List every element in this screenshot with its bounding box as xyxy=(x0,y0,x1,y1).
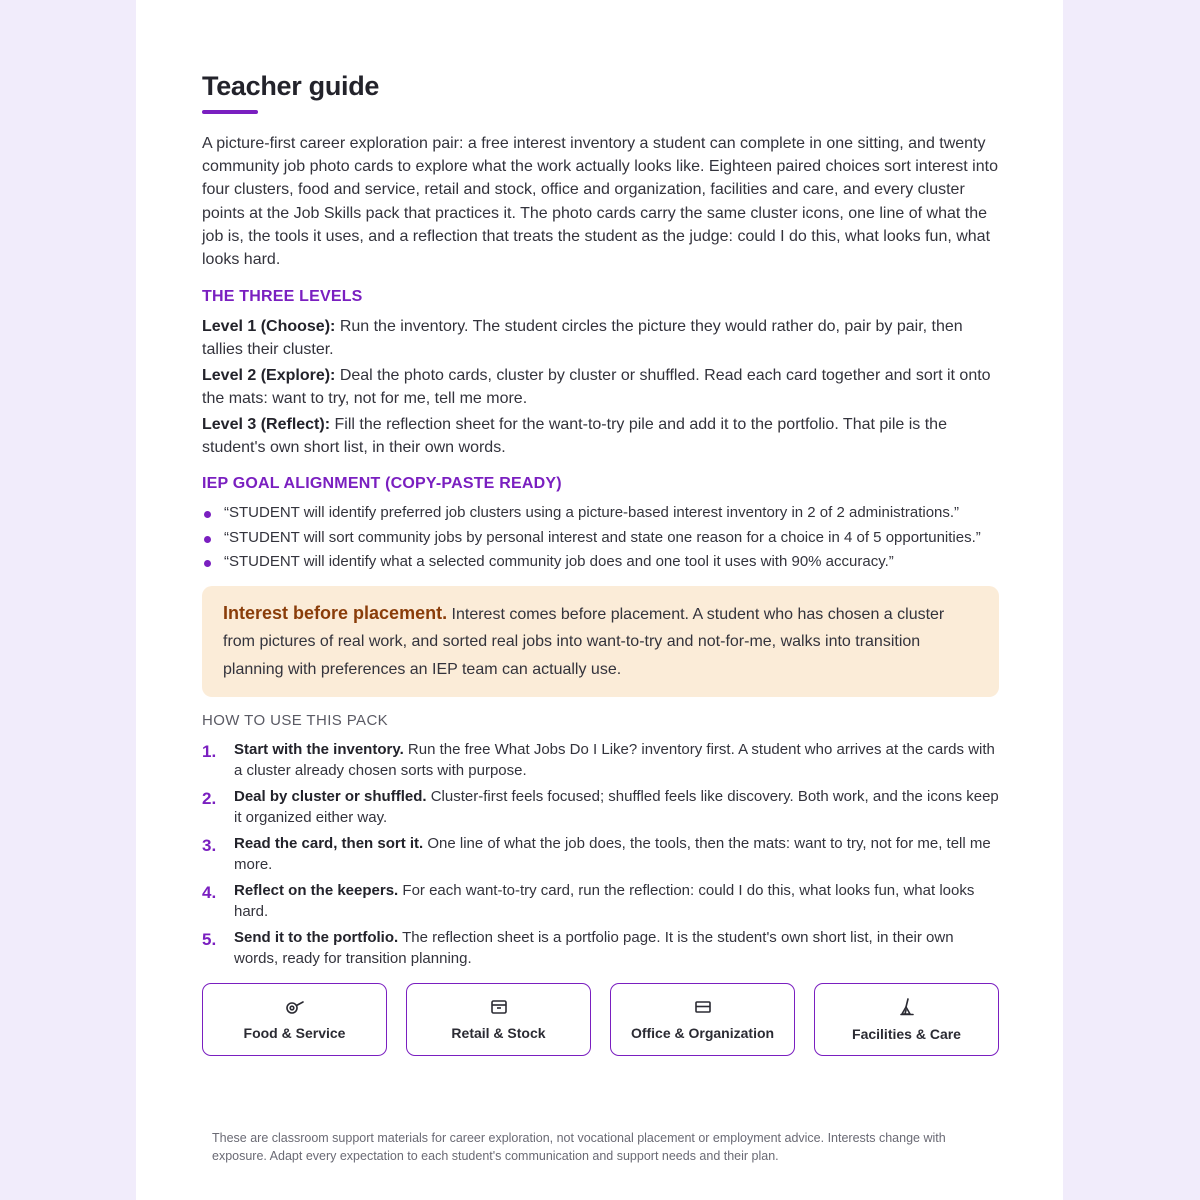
step-text: The reflection sheet is a portfolio page. It is the student's own short list, in their own words, ready for transition planning. xyxy=(234,929,954,968)
callout-box xyxy=(202,586,999,698)
step-title: Start with the inventory. xyxy=(234,741,404,759)
iep-goal-list xyxy=(202,503,999,573)
level-label: Level 1 (Choose): xyxy=(202,318,336,336)
step-title: Read the card, then sort it. xyxy=(234,835,424,853)
level-item xyxy=(202,414,999,459)
level-item xyxy=(202,365,999,410)
cluster-card-retail-stock xyxy=(406,983,591,1056)
step-text: Run the free What Jobs Do I Like? inventory first. A student who arrives at the cards with a cluster already chosen sorts with purpose. xyxy=(234,741,995,780)
step-number: 2. xyxy=(202,789,217,809)
level-text: Run the inventory. The student circles the picture they would rather do, pair by pair, then tallies their cluster. xyxy=(202,318,963,358)
callout-lead: Interest before placement. xyxy=(223,602,448,623)
cluster-label: Food & Service xyxy=(243,1024,346,1041)
guide-content xyxy=(202,70,999,1056)
step-text: One line of what the job does, the tools, then the mats: want to try, not for me, tell me more. xyxy=(234,835,991,874)
step-text: For each want-to-try card, run the reflection: could I do this, what looks fun, what looks hard. xyxy=(234,882,975,921)
iep-goal-text: “STUDENT will identify what a selected community job does and one tool it uses with 90% accuracy.” xyxy=(224,553,894,571)
step-text: Cluster-first feels focused; shuffled feels like discovery. Both work, and the icons keep it organized either way. xyxy=(234,788,999,827)
box-icon xyxy=(490,999,508,1015)
howto-heading: HOW TO USE THIS PACK xyxy=(202,712,389,730)
iep-goal xyxy=(202,528,999,549)
step-item xyxy=(202,833,999,875)
step-item xyxy=(202,786,999,828)
cluster-label: Facilities & Care xyxy=(852,1025,961,1042)
cluster-card-office-organization xyxy=(610,983,795,1056)
callout-text: Interest comes before placement. A student who has chosen a cluster from pictures of real work, and sorted real jobs into want-to-try and not-for-me, walks into transition planning with preferences an IEP team can actually use. xyxy=(223,605,945,678)
folder-icon xyxy=(694,999,712,1015)
step-number: 1. xyxy=(202,742,217,762)
iep-goal xyxy=(202,503,999,524)
step-number: 5. xyxy=(202,930,217,950)
iep-heading: IEP GOAL ALIGNMENT (COPY-PASTE READY) xyxy=(202,475,562,493)
step-item xyxy=(202,880,999,922)
cluster-label: Office & Organization xyxy=(630,1024,775,1041)
page-title: Teacher guide xyxy=(202,71,380,101)
bullet-icon xyxy=(204,560,211,567)
level-label: Level 2 (Explore): xyxy=(202,367,336,385)
level-item xyxy=(202,316,999,361)
step-title: Send it to the portfolio. xyxy=(234,929,399,947)
levels-list xyxy=(202,316,999,459)
cluster-card-food-service xyxy=(202,983,387,1056)
level-text: Fill the reflection sheet for the want-to-try pile and add it to the portfolio. That pile is the student's own short list, in their own words. xyxy=(202,416,947,456)
step-number: 3. xyxy=(202,836,217,856)
guide-page xyxy=(136,0,1063,1200)
level-text: Deal the photo cards, cluster by cluster or shuffled. Read each card together and sort it onto the mats: want to try, not for me, tell me more. xyxy=(202,367,991,407)
broom-icon xyxy=(899,998,915,1016)
level-label: Level 3 (Reflect): xyxy=(202,416,331,434)
iep-goal-text: “STUDENT will identify preferred job clusters using a picture-based interest inventory in 2 of 2 administrations.” xyxy=(224,504,960,522)
disclaimer-footnote: These are classroom support materials for career exploration, not vocational placement or employment advice. Interests change with exposure. Adapt every expectation to each student's communication and support needs and their plan. xyxy=(212,1131,946,1163)
step-number: 4. xyxy=(202,883,217,903)
howto-steps xyxy=(202,739,999,969)
step-item xyxy=(202,927,999,969)
step-title: Deal by cluster or shuffled. xyxy=(234,788,427,806)
cluster-cards xyxy=(202,983,999,1056)
pan-icon xyxy=(285,999,305,1015)
title-underline xyxy=(202,110,258,114)
step-title: Reflect on the keepers. xyxy=(234,882,399,900)
intro-paragraph: A picture-first career exploration pair: a free interest inventory a student can complete in one sitting, and twenty community job photo cards to explore what the work actually looks like. Eighteen paired choices sort interest into four clusters, food and service, retail and stock, office and organization, facilities and care, and every cluster points at the Job Skills pack that practices it. The photo cards carry the same cluster icons, one line of what the job is, the tools it uses, and a reflection that treats the student as the judge: could I do this, what looks fun, what looks hard. xyxy=(202,135,998,269)
bullet-icon xyxy=(204,511,211,518)
iep-goal xyxy=(202,552,999,573)
cluster-card-facilities-care xyxy=(814,983,999,1056)
bullet-icon xyxy=(204,536,211,543)
levels-heading: THE THREE LEVELS xyxy=(202,288,363,306)
iep-goal-text: “STUDENT will sort community jobs by personal interest and state one reason for a choice in 4 of 5 opportunities.” xyxy=(224,528,981,546)
step-item xyxy=(202,739,999,781)
cluster-label: Retail & Stock xyxy=(451,1024,546,1041)
